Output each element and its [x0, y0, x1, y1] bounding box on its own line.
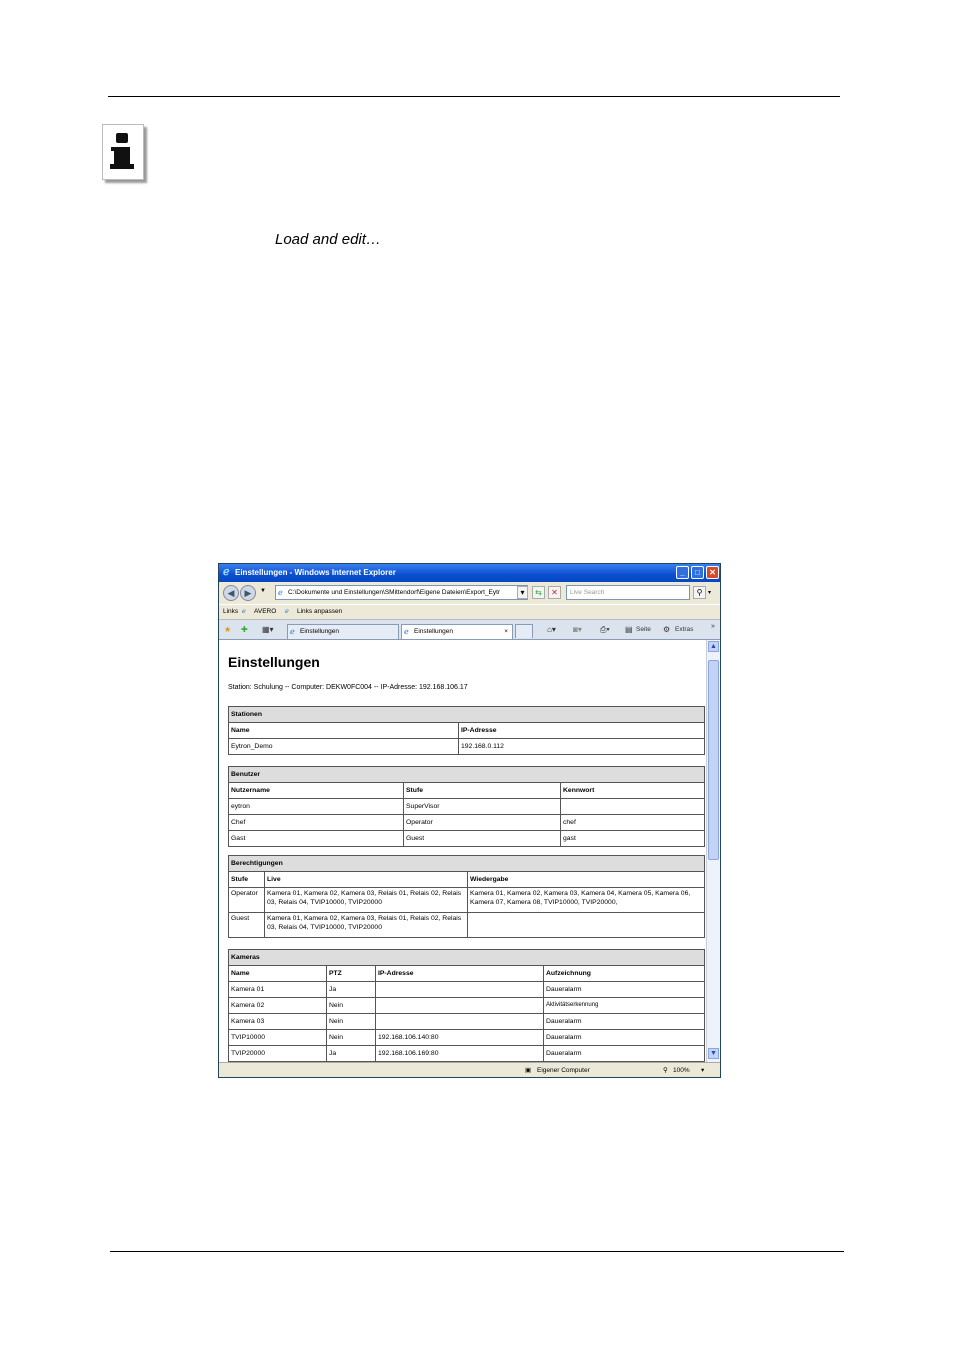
benutzer-table	[228, 766, 705, 847]
back-button[interactable]: ◀	[223, 585, 239, 601]
page-title: Einstellungen	[228, 654, 320, 670]
column-header: Wiedergabe	[468, 872, 705, 888]
search-input[interactable]: Live Search	[566, 585, 690, 600]
table-row: TVIP20000 Ja 192.168.106.169:80 Daueralarm	[229, 1046, 705, 1062]
station-info: Station: Schulung -- Computer: DEKW0FC004 -- IP-Adresse: 192.168.106.17	[228, 684, 468, 691]
search-options-icon[interactable]: ▾	[708, 590, 712, 596]
link-icon: ℯ	[285, 608, 289, 615]
column-header: Name	[229, 723, 459, 739]
table-row: Gast Guest gast	[229, 831, 705, 847]
info-icon	[102, 124, 144, 180]
link-anpassen[interactable]: Links anpassen	[297, 608, 343, 615]
title-bar[interactable]	[219, 564, 720, 582]
italic-note: Load and edit…	[275, 231, 381, 248]
table-caption: Kameras	[229, 950, 705, 966]
home-icon[interactable]: ⌂▾	[547, 625, 556, 634]
page-icon: ℯ	[278, 588, 283, 597]
window-title: Einstellungen - Windows Internet Explorer	[235, 568, 396, 577]
status-zone: Eigener Computer	[537, 1067, 590, 1074]
zoom-icon[interactable]: ⚲	[663, 1067, 668, 1074]
history-dropdown-icon[interactable]: ▼	[260, 588, 266, 594]
link-avero[interactable]: AVERO	[254, 608, 277, 615]
column-header: PTZ	[327, 966, 376, 982]
column-header: Name	[229, 966, 327, 982]
table-row: TVIP10000 Nein 192.168.106.140:80 Daueralarm	[229, 1030, 705, 1046]
column-header: Stufe	[404, 783, 561, 799]
address-bar-row	[219, 582, 720, 604]
scroll-up-icon[interactable]: ▲	[708, 641, 719, 652]
table-caption: Stationen	[229, 707, 705, 723]
forward-button[interactable]: ▶	[240, 585, 256, 601]
column-header: Live	[265, 872, 468, 888]
zoom-level[interactable]: 100%	[673, 1067, 690, 1074]
tab-einstellungen-1[interactable]: ℯ Einstellungen	[287, 624, 399, 639]
links-label: Links	[223, 608, 239, 615]
scroll-down-icon[interactable]: ▼	[708, 1048, 719, 1059]
stationen-table	[228, 706, 705, 755]
feeds-icon[interactable]: ◙▾	[573, 625, 582, 634]
table-caption: Benutzer	[229, 767, 705, 783]
tab-bar	[219, 619, 720, 640]
refresh-icon[interactable]: ⇆	[532, 586, 545, 599]
maximize-button[interactable]: □	[691, 566, 704, 579]
minimize-button[interactable]: _	[676, 566, 689, 579]
header-rule	[108, 96, 840, 97]
table-row: Kamera 02 Nein Aktivitätserkennung	[229, 998, 705, 1014]
tools-gear-icon[interactable]: ⚙	[663, 625, 671, 634]
page-content	[219, 640, 706, 1062]
browser-window	[218, 563, 721, 1078]
table-row: Kamera 03 Nein Daueralarm	[229, 1014, 705, 1030]
ie-icon: ℯ	[223, 566, 230, 578]
table-row: Chef Operator chef	[229, 815, 705, 831]
table-row: Eytron_Demo 192.168.0.112	[229, 739, 705, 755]
column-header: Nutzername	[229, 783, 404, 799]
footer-rule	[110, 1251, 844, 1252]
column-header: Stufe	[229, 872, 265, 888]
page-menu[interactable]: Seite	[636, 626, 651, 633]
quick-tabs-icon[interactable]: ▦▾	[262, 625, 274, 634]
tab-page-icon: ℯ	[404, 627, 409, 636]
column-header: IP-Adresse	[376, 966, 544, 982]
stop-icon[interactable]: ✕	[548, 586, 561, 599]
tab-page-icon: ℯ	[290, 627, 295, 636]
favorites-star-icon[interactable]: ★	[224, 625, 232, 634]
table-row: Operator Kamera 01, Kamera 02, Kamera 03, Relais 01, Relais 02, Relais 03, Relais 04, TVIP10000, TVIP20000 Kamera 01, Kamera 02, Kamera 03, Kamera 04, Kamera 05, Kamera 06, Kamera 07, Kamera 08, TVIP10000, TVIP20000,	[229, 888, 705, 913]
vertical-scrollbar[interactable]	[706, 640, 720, 1062]
table-caption: Berechtigungen	[229, 856, 705, 872]
address-dropdown-icon[interactable]: ▾	[517, 586, 528, 599]
table-row: Guest Kamera 01, Kamera 02, Kamera 03, Relais 01, Relais 02, Relais 03, Relais 04, TVIP10000, TVIP20000	[229, 913, 705, 938]
berechtigungen-table	[228, 855, 705, 938]
tab-close-icon[interactable]: ×	[504, 628, 508, 635]
kameras-table	[228, 949, 705, 1062]
computer-icon: ▣	[525, 1067, 532, 1074]
column-header: Aufzeichnung	[544, 966, 705, 982]
page-menu-icon[interactable]: ▤	[625, 625, 633, 634]
column-header: IP-Adresse	[459, 723, 705, 739]
search-icon[interactable]: ⚲	[693, 586, 706, 599]
close-button[interactable]: ✕	[706, 566, 719, 579]
scroll-thumb[interactable]	[708, 660, 719, 860]
status-bar	[219, 1062, 720, 1078]
chevron-more-icon[interactable]: »	[711, 623, 715, 630]
link-icon: ℯ	[242, 608, 246, 615]
address-input[interactable]: ℯ C:\Dokumente und Einstellungen\SMittendorf\Eigene Dateien\Export_Eytr	[275, 585, 528, 600]
column-header: Kennwort	[561, 783, 705, 799]
table-row: Kamera 01 Ja Daueralarm	[229, 982, 705, 998]
extras-menu[interactable]: Extras	[675, 626, 694, 633]
new-tab-button[interactable]	[515, 624, 533, 638]
links-bar	[219, 604, 720, 620]
print-icon[interactable]: ⎙▾	[600, 625, 610, 634]
tab-einstellungen-2[interactable]: ℯ Einstellungen ×	[401, 624, 513, 639]
add-favorite-icon[interactable]: ✚	[241, 625, 248, 634]
table-row: eytron SuperVisor	[229, 799, 705, 815]
zoom-dropdown-icon[interactable]: ▾	[701, 1067, 705, 1074]
